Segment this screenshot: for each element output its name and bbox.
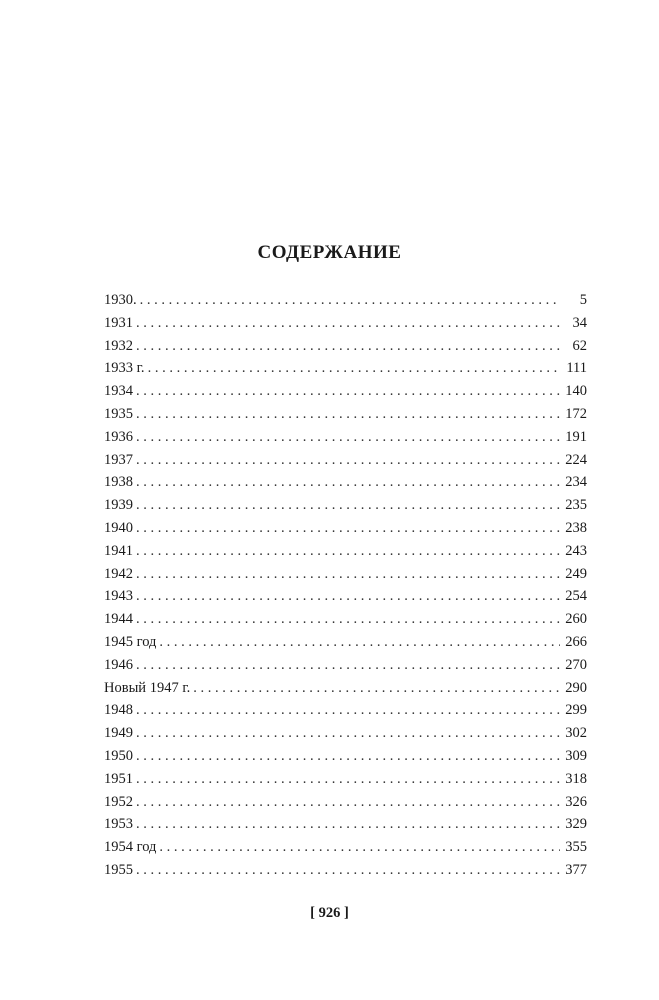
toc-entry-page: 140 <box>565 383 587 400</box>
dot-leader <box>136 745 560 768</box>
toc-entry-label: 1933 г. <box>104 360 145 377</box>
dot-leader <box>159 631 560 654</box>
dot-leader <box>193 677 560 700</box>
toc-entry <box>104 608 587 631</box>
page-number: [ 926 ] <box>310 905 349 921</box>
dot-leader <box>136 335 560 358</box>
toc-entry-page: 191 <box>565 428 587 445</box>
toc-entry <box>104 471 587 494</box>
toc-entry <box>104 859 587 882</box>
toc-entry <box>104 631 587 654</box>
toc-entry-label: 1951 <box>104 770 133 787</box>
toc-entry-label: 1940 <box>104 519 133 536</box>
toc-entry-page: 302 <box>565 725 587 742</box>
toc-entry <box>104 677 587 700</box>
toc-entry <box>104 494 587 517</box>
toc-entry <box>104 517 587 540</box>
toc-entry-page: 238 <box>565 519 587 536</box>
dot-leader <box>136 517 560 540</box>
dot-leader <box>159 836 560 859</box>
dot-leader <box>136 449 560 472</box>
toc-entry-label: 1952 <box>104 793 133 810</box>
toc-entry <box>104 722 587 745</box>
toc-entry-label: 1942 <box>104 565 133 582</box>
toc-entry-label: 1948 <box>104 702 133 719</box>
toc-entry-page: 254 <box>565 588 587 605</box>
toc-entry-page: 309 <box>565 747 587 764</box>
toc-entry-label: 1955 <box>104 861 133 878</box>
toc-entry-label: 1950 <box>104 747 133 764</box>
toc-entry-page: 299 <box>565 702 587 719</box>
toc-entry <box>104 654 587 677</box>
toc-entry-label: 1953 <box>104 816 133 833</box>
dot-leader <box>136 540 560 563</box>
dot-leader <box>136 403 560 426</box>
toc-entry-page: 270 <box>565 656 587 673</box>
toc-entry-page: 172 <box>565 405 587 422</box>
toc-entry <box>104 357 587 380</box>
toc-entry-page: 234 <box>565 474 587 491</box>
toc-entry-page: 224 <box>565 451 587 468</box>
toc-entry <box>104 585 587 608</box>
dot-leader <box>136 426 560 449</box>
toc-entry-label: 1938 <box>104 474 133 491</box>
toc-entry <box>104 745 587 768</box>
toc-entry <box>104 563 587 586</box>
dot-leader <box>136 859 560 882</box>
dot-leader <box>148 357 560 380</box>
dot-leader <box>136 563 560 586</box>
toc-entry-label: 1939 <box>104 497 133 514</box>
toc-entry <box>104 813 587 836</box>
dot-leader <box>136 813 560 836</box>
toc-entry-label: 1937 <box>104 451 133 468</box>
dot-leader <box>136 654 560 677</box>
toc-entry-label: 1945 год <box>104 633 157 650</box>
toc-entry-page: 318 <box>565 770 587 787</box>
toc-entry-label: 1944 <box>104 611 133 628</box>
toc-entry-page: 329 <box>565 816 587 833</box>
toc-entry-page: 243 <box>565 542 587 559</box>
toc-entry <box>104 540 587 563</box>
toc-entry-page: 377 <box>565 861 587 878</box>
dot-leader <box>136 791 560 814</box>
toc-entry-label: 1932 <box>104 337 133 354</box>
toc-entry-label: 1935 <box>104 405 133 422</box>
toc-entry <box>104 836 587 859</box>
toc-entry-page: 326 <box>565 793 587 810</box>
dot-leader <box>136 312 560 335</box>
dot-leader <box>136 722 560 745</box>
toc-entry <box>104 403 587 426</box>
dot-leader <box>136 585 560 608</box>
toc-entry <box>104 768 587 791</box>
toc-entry-page: 290 <box>565 679 587 696</box>
dot-leader <box>136 380 560 403</box>
toc-entry-label: 1934 <box>104 383 133 400</box>
toc-entry-label: 1930. <box>104 292 137 308</box>
toc-entry-page: 235 <box>565 497 587 514</box>
page-title: СОДЕРЖАНИЕ <box>257 242 402 263</box>
toc-entry-page: 266 <box>565 633 587 650</box>
toc-entry-label: 1954 год <box>104 839 157 856</box>
dot-leader <box>140 289 560 312</box>
toc-entry-label: Новый 1947 г. <box>104 679 191 696</box>
toc-entry-label: 1936 <box>104 428 133 445</box>
toc-entry <box>104 449 587 472</box>
toc-entry <box>104 380 587 403</box>
dot-leader <box>136 608 560 631</box>
toc-entry <box>104 791 587 814</box>
dot-leader <box>136 471 560 494</box>
toc-entry <box>104 312 587 335</box>
toc-entry <box>104 289 587 312</box>
dot-leader <box>136 768 560 791</box>
toc-entry-label: 1949 <box>104 725 133 742</box>
toc-entry-page: 62 <box>572 337 587 354</box>
toc-entry <box>104 426 587 449</box>
toc-entry <box>104 699 587 722</box>
toc-entry-page: 355 <box>565 839 587 856</box>
toc-entry-label: 1931 <box>104 314 133 331</box>
toc-entry-label: 1941 <box>104 542 133 559</box>
toc-entry-page: 34 <box>572 314 587 331</box>
toc-entry-page: 111 <box>566 360 587 377</box>
toc-entry <box>104 335 587 358</box>
toc-entry-label: 1946 <box>104 656 133 673</box>
dot-leader <box>136 699 560 722</box>
toc-entry-page: 5 <box>579 292 587 308</box>
toc-entry-page: 260 <box>565 611 587 628</box>
toc-entry-page: 249 <box>565 565 587 582</box>
toc-entry-label: 1943 <box>104 588 133 605</box>
table-of-contents <box>104 289 587 882</box>
dot-leader <box>136 494 560 517</box>
